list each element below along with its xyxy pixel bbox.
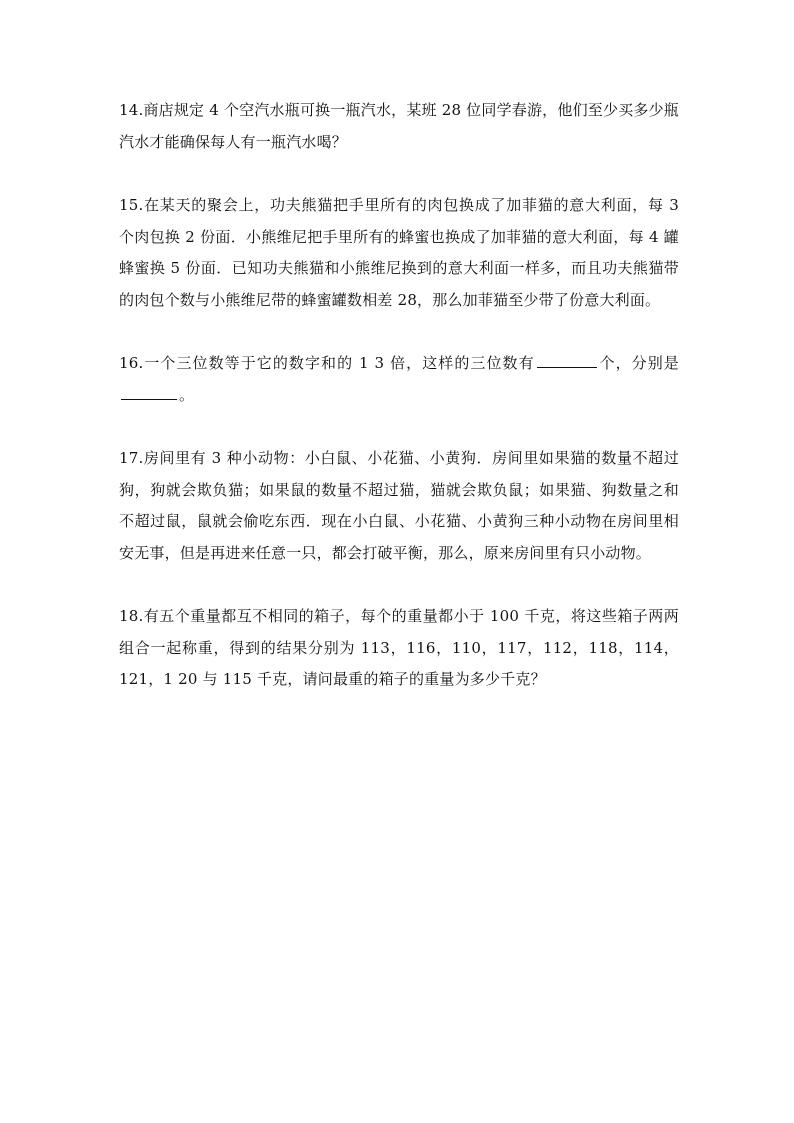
problem-14: 14.商店规定 4 个空汽水瓶可换一瓶汽水，某班 28 位同学春游，他们至少买多少瓶汽水才能确保每人有一瓶汽水喝？ bbox=[119, 101, 679, 151]
answer-blank-count bbox=[537, 352, 597, 368]
answer-blank-numbers bbox=[121, 384, 177, 400]
problem-16 bbox=[119, 348, 679, 411]
problem-15: 15.在某天的聚会上，功夫熊猫把手里所有的肉包换成了加菲猫的意大利面，每 3 个肉包换 2 份面．小熊维尼把手里所有的蜂蜜也换成了加菲猫的意大利面，每 4 罐蜂蜜换 5 份面．已知功夫熊猫和小熊维尼换到的意大利面一样多，而且功夫熊猫带的肉包个数与小熊维尼带的蜂蜜罐数相差 28，那么加菲猫至少带了份意大利面。 bbox=[119, 196, 679, 309]
problem-16-part1: 16.一个三位数等于它的数字和的 1 3 倍，这样的三位数有 bbox=[119, 354, 535, 372]
document-page bbox=[119, 95, 679, 728]
problem-18: 18.有五个重量都互不相同的箱子，每个的重量都小于 100 千克，将这些箱子两两组合一起称重，得到的结果分别为 113，116，110，117，112，118，114，121，1 20 与 115 千克，请问最重的箱子的重量为多少千克？ bbox=[119, 607, 679, 688]
problem-16-part3: 。 bbox=[179, 385, 195, 404]
problem-16-part2: 个，分别是 bbox=[598, 354, 679, 372]
problem-17: 17.房间里有 3 种小动物：小白鼠、小花猫、小黄狗．房间里如果猫的数量不超过狗，狗就会欺负猫；如果鼠的数量不超过猫，猫就会欺负鼠；如果猫、狗数量之和不超过鼠，鼠就会偷吃东西．现在小白鼠、小花猫、小黄狗三种小动物在房间里相安无事，但是再进来任意一只，都会打破平衡，那么，原来房间里有只小动物。 bbox=[119, 449, 679, 562]
